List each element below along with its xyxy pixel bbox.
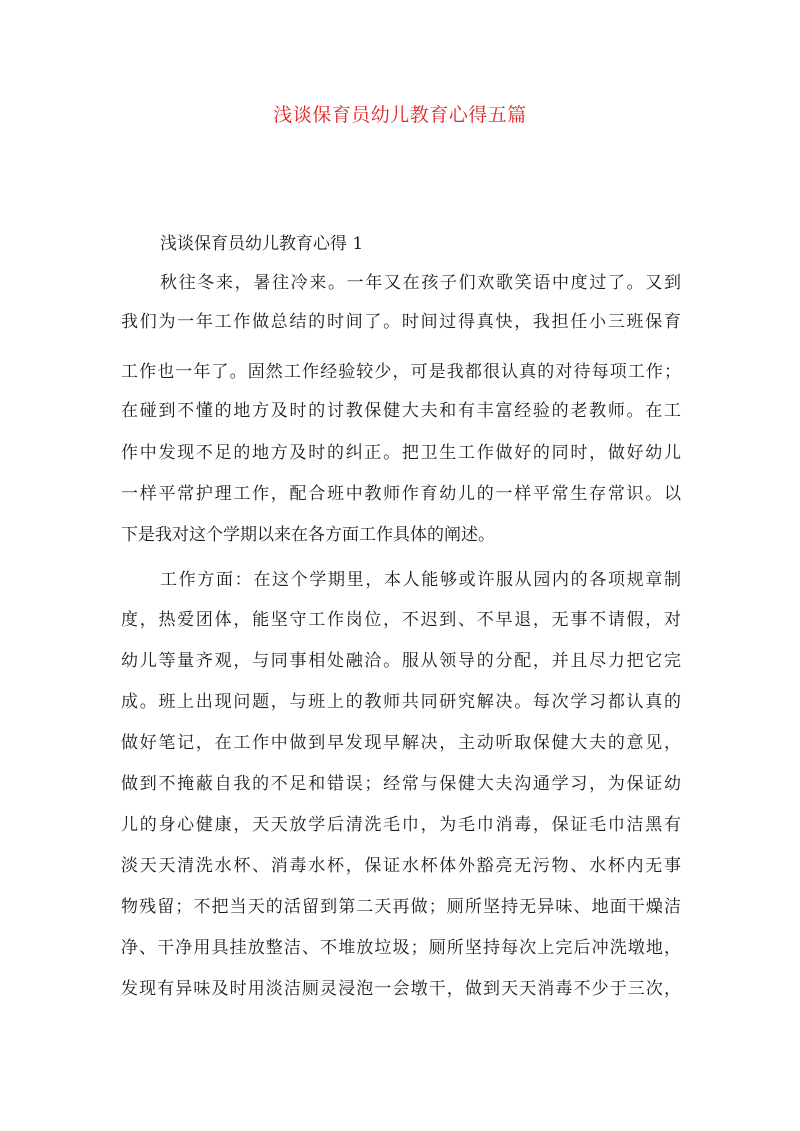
paragraph-2-line: 物残留；不把当天的活留到第二天再做；厕所坚持无异味、地面干燥洁 bbox=[121, 897, 681, 917]
paragraph-2-line: 做到不掩蔽自我的不足和错误；经常与保健大夫沟通学习，为保证幼 bbox=[121, 774, 681, 794]
paragraph-1-line: 工作也一年了。固然工作经验较少，可是我都很认真的对待每项工作； bbox=[121, 362, 681, 382]
paragraph-2-line: 成。班上出现问题，与班上的教师共同研究解决。每次学习都认真的 bbox=[121, 692, 681, 712]
paragraph-2-line: 淡天天清洗水杯、消毒水杯，保证水杯体外豁亮无污物、水杯内无事 bbox=[121, 856, 681, 876]
paragraph-1-line: 作中发现不足的地方及时的纠正。把卫生工作做好的同时，做好幼儿 bbox=[121, 443, 681, 463]
paragraph-1-line: 一样平常护理工作，配合班中教师作育幼儿的一样平常生存常识。以 bbox=[121, 484, 681, 504]
paragraph-1-line: 我们为一年工作做总结的时间了。时间过得真快，我担任小三班保育 bbox=[121, 312, 681, 332]
paragraph-1-line: 下是我对这个学期以来在各方面工作具体的阐述。 bbox=[121, 525, 495, 545]
paragraph-1-line: 秋往冬来，暑往冷来。一年又在孩子们欢歌笑语中度过了。又到 bbox=[160, 273, 681, 293]
paragraph-2-line: 工作方面：在这个学期里，本人能够或许服从园内的各项规章制 bbox=[160, 570, 681, 590]
document-title: 浅谈保育员幼儿教育心得五篇 bbox=[273, 104, 527, 126]
paragraph-2-line: 幼儿等量齐观，与同事相处融洽。服从领导的分配，并且尽力把它完 bbox=[121, 651, 681, 671]
paragraph-2-line: 度，热爱团体，能坚守工作岗位，不迟到、不早退，无事不请假，对 bbox=[121, 610, 681, 630]
section-heading: 浅谈保育员幼儿教育心得 1 bbox=[160, 234, 364, 254]
paragraph-2-line: 发现有异味及时用淡洁厕灵浸泡一会墩干，做到天天消毒不少于三次， bbox=[121, 979, 681, 999]
paragraph-1-line: 在碰到不懂的地方及时的讨教保健大夫和有丰富经验的老教师。在工 bbox=[121, 401, 681, 421]
paragraph-2-line: 做好笔记，在工作中做到早发现早解决，主动听取保健大夫的意见， bbox=[121, 733, 681, 753]
paragraph-2-line: 儿的身心健康，天天放学后清洗毛巾，为毛巾消毒，保证毛巾洁黑有 bbox=[121, 815, 681, 835]
paragraph-2-line: 净、干净用具挂放整洁、不堆放垃圾；厕所坚持每次上完后冲洗墩地， bbox=[121, 938, 681, 958]
